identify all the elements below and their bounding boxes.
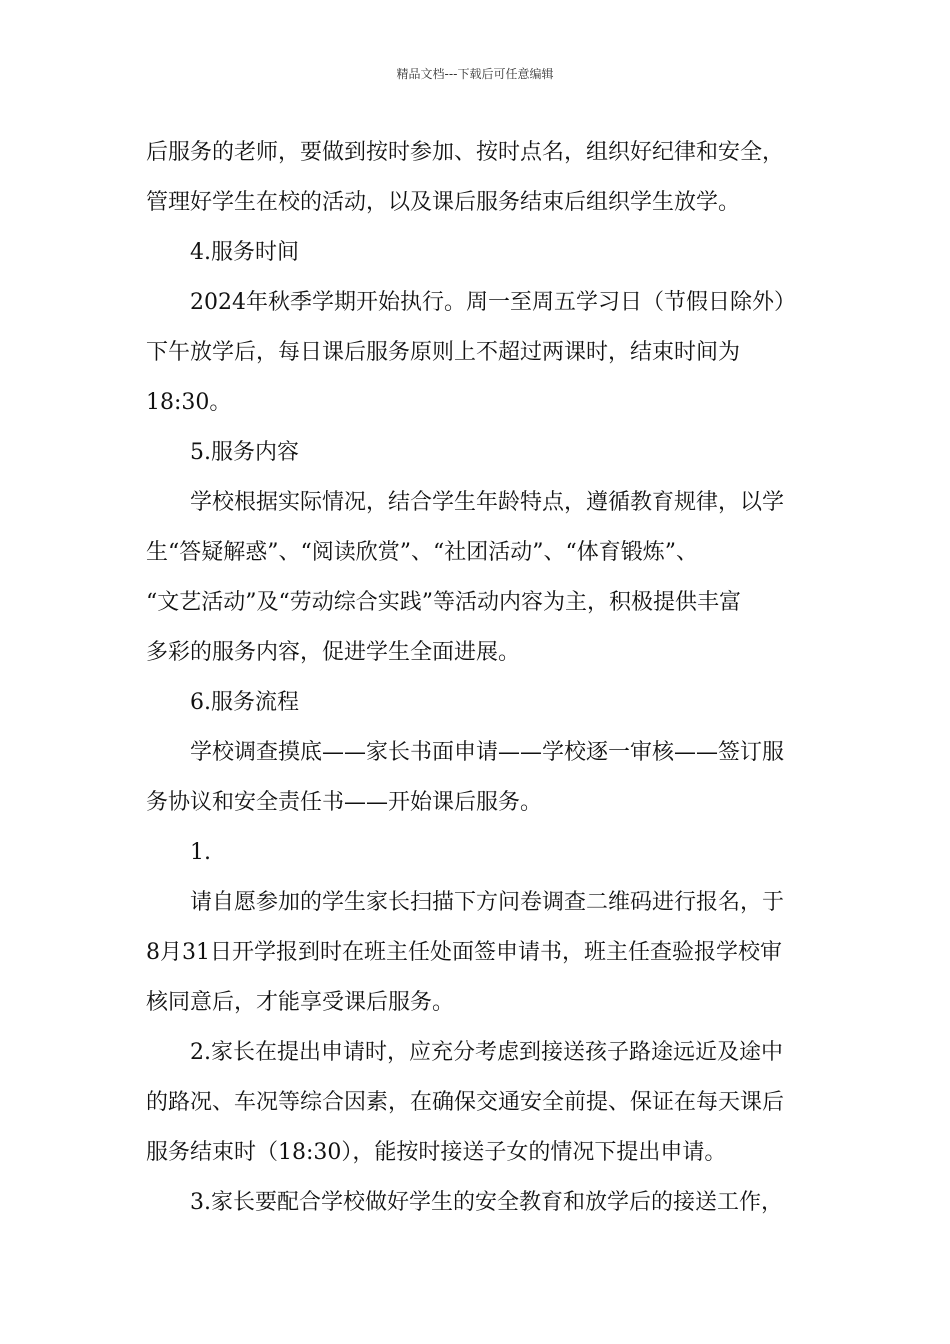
text-line: 的路况、车况等综合因素，在确保交通安全前提、保证在每天课后 — [146, 1090, 785, 1115]
text-line: 2.家长在提出申请时，应充分考虑到接送孩子路途远近及途中 — [190, 1040, 783, 1065]
text-line: 服务结束时（18:30），能按时接送子女的情况下提出申请。 — [146, 1140, 727, 1165]
document-body — [146, 128, 808, 1228]
text-line: 生“答疑解惑”、“阅读欣赏”、“社团活动”、“体育锻炼”、 — [146, 540, 698, 565]
section-heading: 5.服务内容 — [190, 440, 299, 465]
text-line: 多彩的服务内容，促进学生全面进展。 — [146, 640, 521, 665]
text-line: 管理好学生在校的活动，以及课后服务结束后组织学生放学。 — [146, 190, 741, 215]
text-line: 学校根据实际情况，结合学生年龄特点，遵循教育规律，以学 — [190, 490, 785, 515]
text-line: 8月31日开学报到时在班主任处面签申请书，班主任查验报学校审 — [146, 940, 782, 965]
text-line: 3.家长要配合学校做好学生的安全教育和放学后的接送工作， — [190, 1190, 783, 1215]
text-line: “文艺活动”及“劳动综合实践”等活动内容为主，积极提供丰富 — [146, 590, 741, 615]
page-header: 精品文档---下载后可任意编辑 — [396, 67, 554, 81]
text-line: 学校调查摸底——家长书面申请——学校逐一审核——签订服 — [190, 740, 785, 765]
text-line: 2024年秋季学期开始执行。周一至周五学习日（节假日除外） — [190, 290, 796, 315]
list-number: 1. — [190, 840, 211, 865]
text-line: 请自愿参加的学生家长扫描下方问卷调查二维码进行报名，于 — [190, 890, 785, 915]
text-line: 后服务的老师，要做到按时参加、按时点名，组织好纪律和安全， — [146, 140, 785, 165]
text-line: 18:30。 — [146, 390, 232, 415]
section-heading: 4.服务时间 — [190, 240, 299, 265]
text-line: 下午放学后，每日课后服务原则上不超过两课时，结束时间为 — [146, 340, 741, 365]
text-line: 核同意后，才能享受课后服务。 — [146, 990, 455, 1015]
section-heading: 6.服务流程 — [190, 690, 299, 715]
text-line: 务协议和安全责任书——开始课后服务。 — [146, 790, 543, 815]
